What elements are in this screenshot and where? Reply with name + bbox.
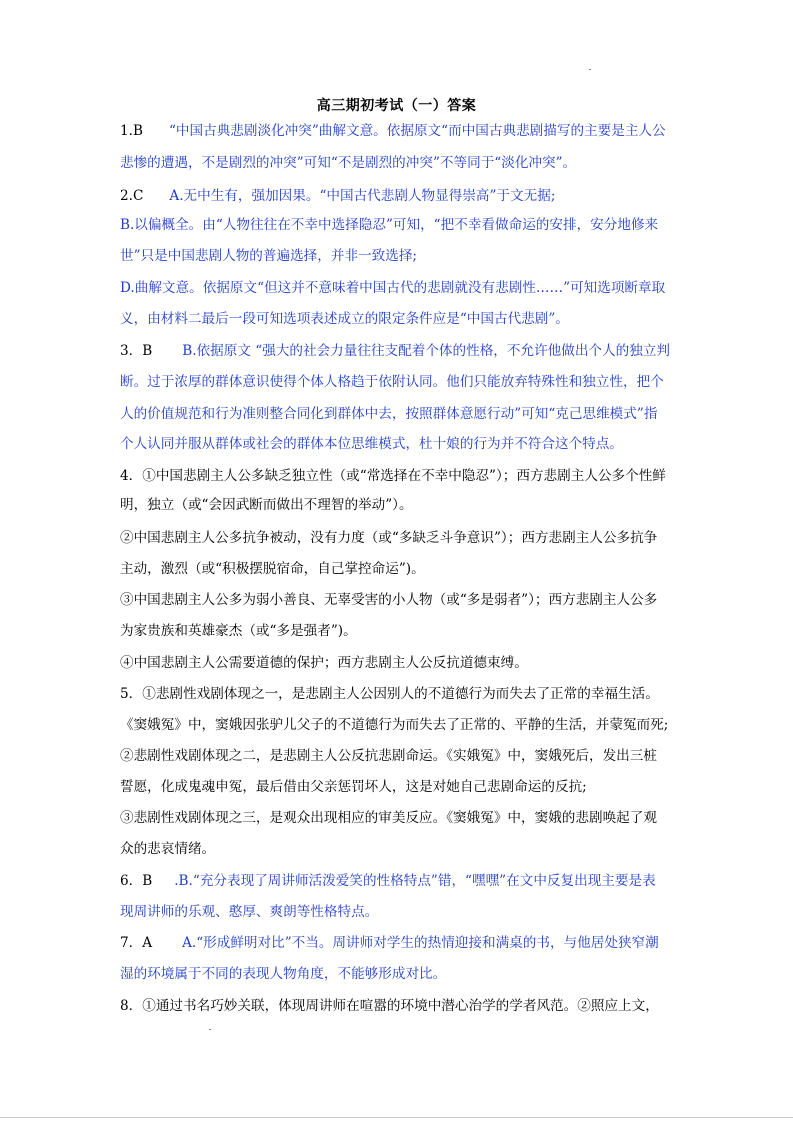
q6-explanation: .B.“充分表现了周讲师活泼爱笑的性格特点”错，“嘿嘿”在文中反复出现主要是表 xyxy=(174,873,656,889)
q2-line-5: 义，由材料二最后一段可知选项表述成立的限定条件应是“中国古代悲剧”。 xyxy=(120,311,569,327)
q7-line-1 xyxy=(120,934,680,952)
q6-answer: 6．B xyxy=(120,873,153,889)
q5-line-5: ③悲剧性戏剧体现之三，是观众出现相应的审美反应。《窦娥冤》中，窦娥的悲剧唤起了观 xyxy=(120,810,657,826)
q4-line-3: ②中国悲剧主人公多抗争被动，没有力度（或“多缺乏斗争意识”）；西方悲剧主人公多抗争 xyxy=(120,530,658,546)
q7-answer: 7．A xyxy=(120,935,153,951)
q4-line-1: 4．①中国悲剧主人公多缺乏独立性（或“常选择在不幸中隐忍”）；西方悲剧主人公多个性鲜 xyxy=(120,468,666,484)
q2-line-1 xyxy=(120,187,680,205)
q1-answer: 1.B xyxy=(120,123,143,139)
q1-explanation: “中国古典悲剧淡化冲突”曲解文意。依据原文“而中国古典悲剧描写的主要是主人公 xyxy=(168,123,666,139)
scan-speck xyxy=(209,1029,211,1030)
q6-line-1 xyxy=(120,872,680,890)
q5-line-2: 《窦娥冤》中，窦娥因张驴儿父子的不道德行为而失去了正常的、平静的生活，并蒙冤而死; xyxy=(120,717,669,733)
q4-line-2: 明，独立（或“会因武断而做出不理智的举动”）。 xyxy=(120,497,413,513)
q1-line-1 xyxy=(120,122,680,140)
q5-line-4: 誓愿，化成鬼魂申冤，最后借由父亲惩罚坏人，这是对她自己悲剧命运的反抗; xyxy=(120,779,587,795)
q2-answer: 2.C xyxy=(120,188,144,204)
q3-line-4: 个人认同并服从群体或社会的群体本位思维模式，杜十娘的行为并不符合这个特点。 xyxy=(120,436,623,452)
page-title: 高三期初考试（一）答案 xyxy=(316,98,477,114)
q4-line-7: ④中国悲剧主人公需要道德的保护；西方悲剧主人公反抗道德束缚。 xyxy=(120,655,528,671)
page-bottom-rule xyxy=(0,1117,793,1118)
q2-option-a: A.无中生有，强加因果。“中国古代悲剧人物显得崇高”于文无据; xyxy=(169,188,556,204)
q3-answer: 3．B xyxy=(120,343,153,359)
q2-line-4: D.曲解文意。依据原文“但这并不意味着中国古代的悲剧就没有悲剧性……”可知选项断章取 xyxy=(120,280,666,296)
q4-line-5: ③中国悲剧主人公多为弱小善良、无辜受害的小人物（或“多是弱者”）；西方悲剧主人公多 xyxy=(120,592,658,608)
q7-explanation: A.“形成鲜明对比”不当。周讲师对学生的热情迎接和满桌的书，与他居处狭窄潮 xyxy=(182,935,659,951)
q8-line-1: 8．①通过书名巧妙关联，体现周讲师在喧嚣的环境中潜心治学的学者风范。②照应上文， xyxy=(120,998,659,1014)
q3-line-2: 断。过于浓厚的群体意识使得个体人格趋于依附认同。他们只能放弃特殊性和独立性，把个 xyxy=(120,374,664,390)
q5-line-1: 5．①悲剧性戏剧体现之一，是悲剧主人公因别人的不道德行为而失去了正常的幸福生活。 xyxy=(120,686,659,702)
q5-line-6: 众的悲哀情绪。 xyxy=(120,841,216,857)
q3-line-1 xyxy=(120,342,680,360)
q6-line-2: 现周讲师的乐观、憨厚、爽朗等性格特点。 xyxy=(120,904,379,920)
q7-line-2: 湿的环境属于不同的表现人物角度，不能够形成对比。 xyxy=(120,966,447,982)
q3-line-3: 人的价值规范和行为准则整合同化到群体中去，按照群体意愿行动”可知“克己思维模式”指 xyxy=(120,406,658,422)
q3-explanation: B.依据原文 “强大的社会力量往往支配着个体的性格，不允许他做出个人的独立判 xyxy=(182,343,671,359)
q5-line-3: ②悲剧性戏剧体现之二，是悲剧主人公反抗悲剧命运。《实娥冤》中，窦娥死后，发出三桩 xyxy=(120,748,657,764)
q4-line-6: 为家贵族和英雄豪杰（或“多是强者”)。 xyxy=(120,623,357,639)
q2-line-3: 世”只是中国悲剧人物的普遍选择，并非一致选择; xyxy=(120,248,417,264)
q2-line-2: B.以偏概全。由“人物往往在不幸中选择隐忍”可知，“把不幸看做命运的安排，安分地修来 xyxy=(120,217,659,233)
q1-line-2: 悲惨的遭遇，不是剧烈的冲突”可知“不是剧烈的冲突”不等同于“淡化冲突”。 xyxy=(120,155,577,171)
q4-line-4: 主动，激烈（或“积极摆脱宿命，自己掌控命运”)。 xyxy=(120,561,425,577)
scan-speck xyxy=(589,69,591,70)
